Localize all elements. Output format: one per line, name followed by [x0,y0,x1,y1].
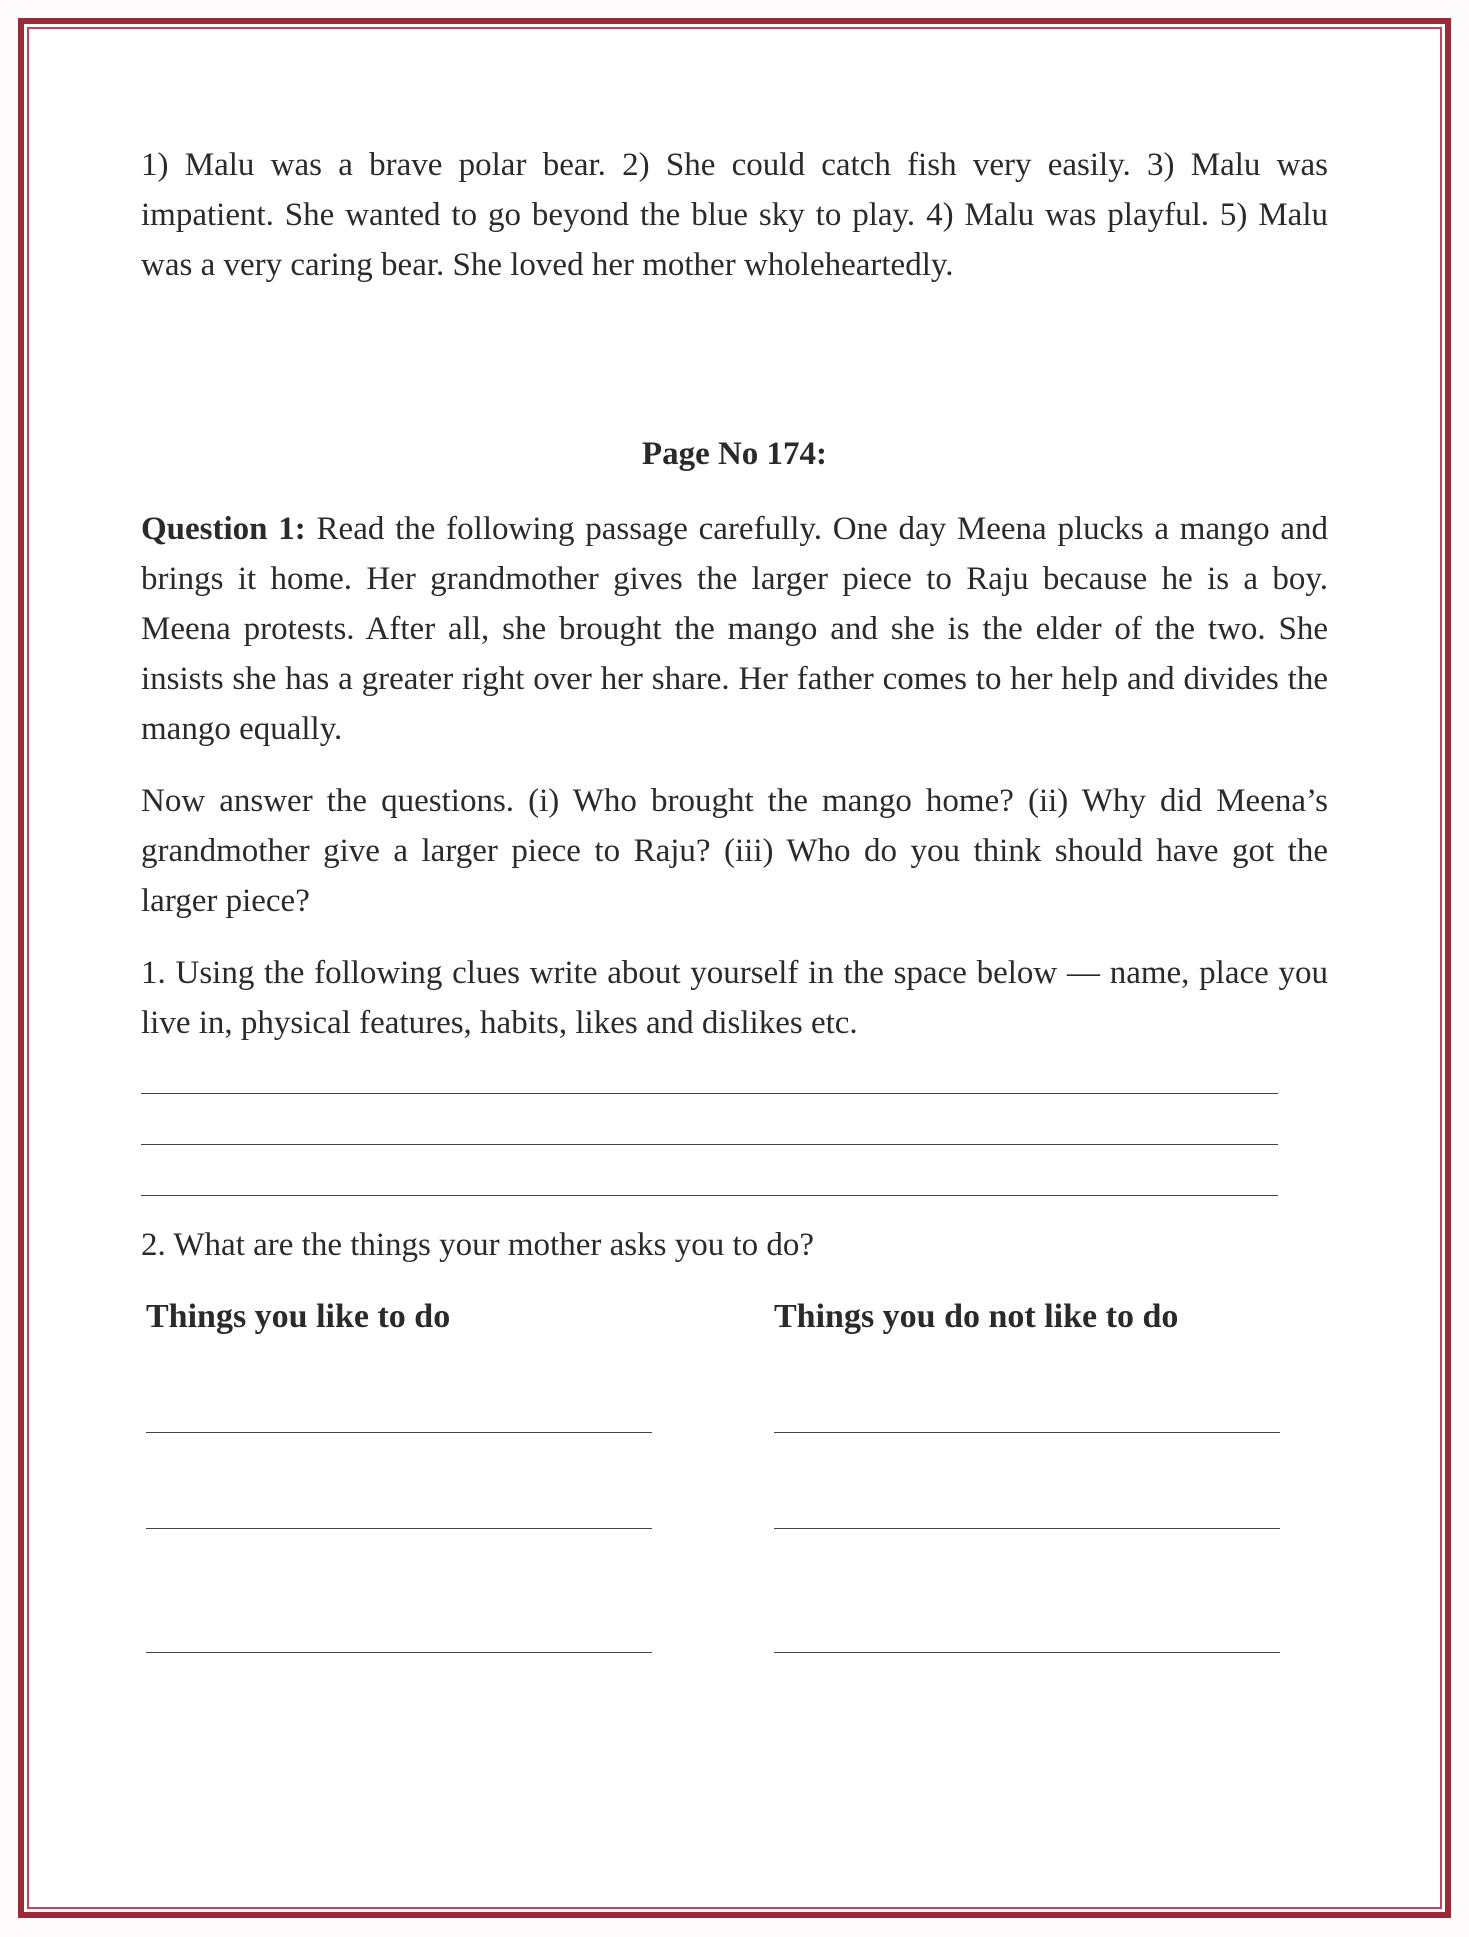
questions-text: Now answer the questions. (i) Who brought the mango home? (ii) Why did Meena’s grandmother give a larger piece to Raju? (iii) Who do you think should have got the larger piece? [141,783,1328,919]
like-line-1[interactable] [146,1432,652,1433]
like-line-3[interactable] [146,1652,652,1653]
dislike-line-1[interactable] [774,1432,1280,1433]
question-1-passage: Read the following passage carefully. One day Meena plucks a mango and brings it home. Her grandmother gives the larger piece to Raju because he is a boy. Meena protests. After all, she brought the mango and she is the elder of the two. She insists she has a greater right over her share. Her father comes to her help and divides the mango equally. [141,511,1328,747]
page-heading: Page No 174: [641,436,828,472]
item-2-prompt: 2. What are the things your mother asks you to do? [141,1227,815,1263]
column-header-dislike: Things you do not like to do [774,1298,1179,1335]
column-header-like: Things you like to do [146,1298,451,1335]
writing-line-3[interactable] [141,1195,1278,1196]
like-line-2[interactable] [146,1528,652,1529]
writing-line-2[interactable] [141,1144,1278,1145]
question-1-label: Question 1: [141,511,306,547]
dislike-line-3[interactable] [774,1652,1280,1653]
question-1 [141,504,1328,754]
answer-paragraph: 1) Malu was a brave polar bear. 2) She could catch fish very easily. 3) Malu was impatient. She wanted to go beyond the blue sky to play. 4) Malu was playful. 5) Malu was a very caring bear. She loved her mother wholeheartedly. [141,147,1328,283]
writing-line-1[interactable] [141,1093,1278,1094]
item-1-prompt: 1. Using the following clues write about yourself in the space below — name, place you live in, physical features, habits, likes and dislikes etc. [141,955,1328,1041]
dislike-line-2[interactable] [774,1528,1280,1529]
